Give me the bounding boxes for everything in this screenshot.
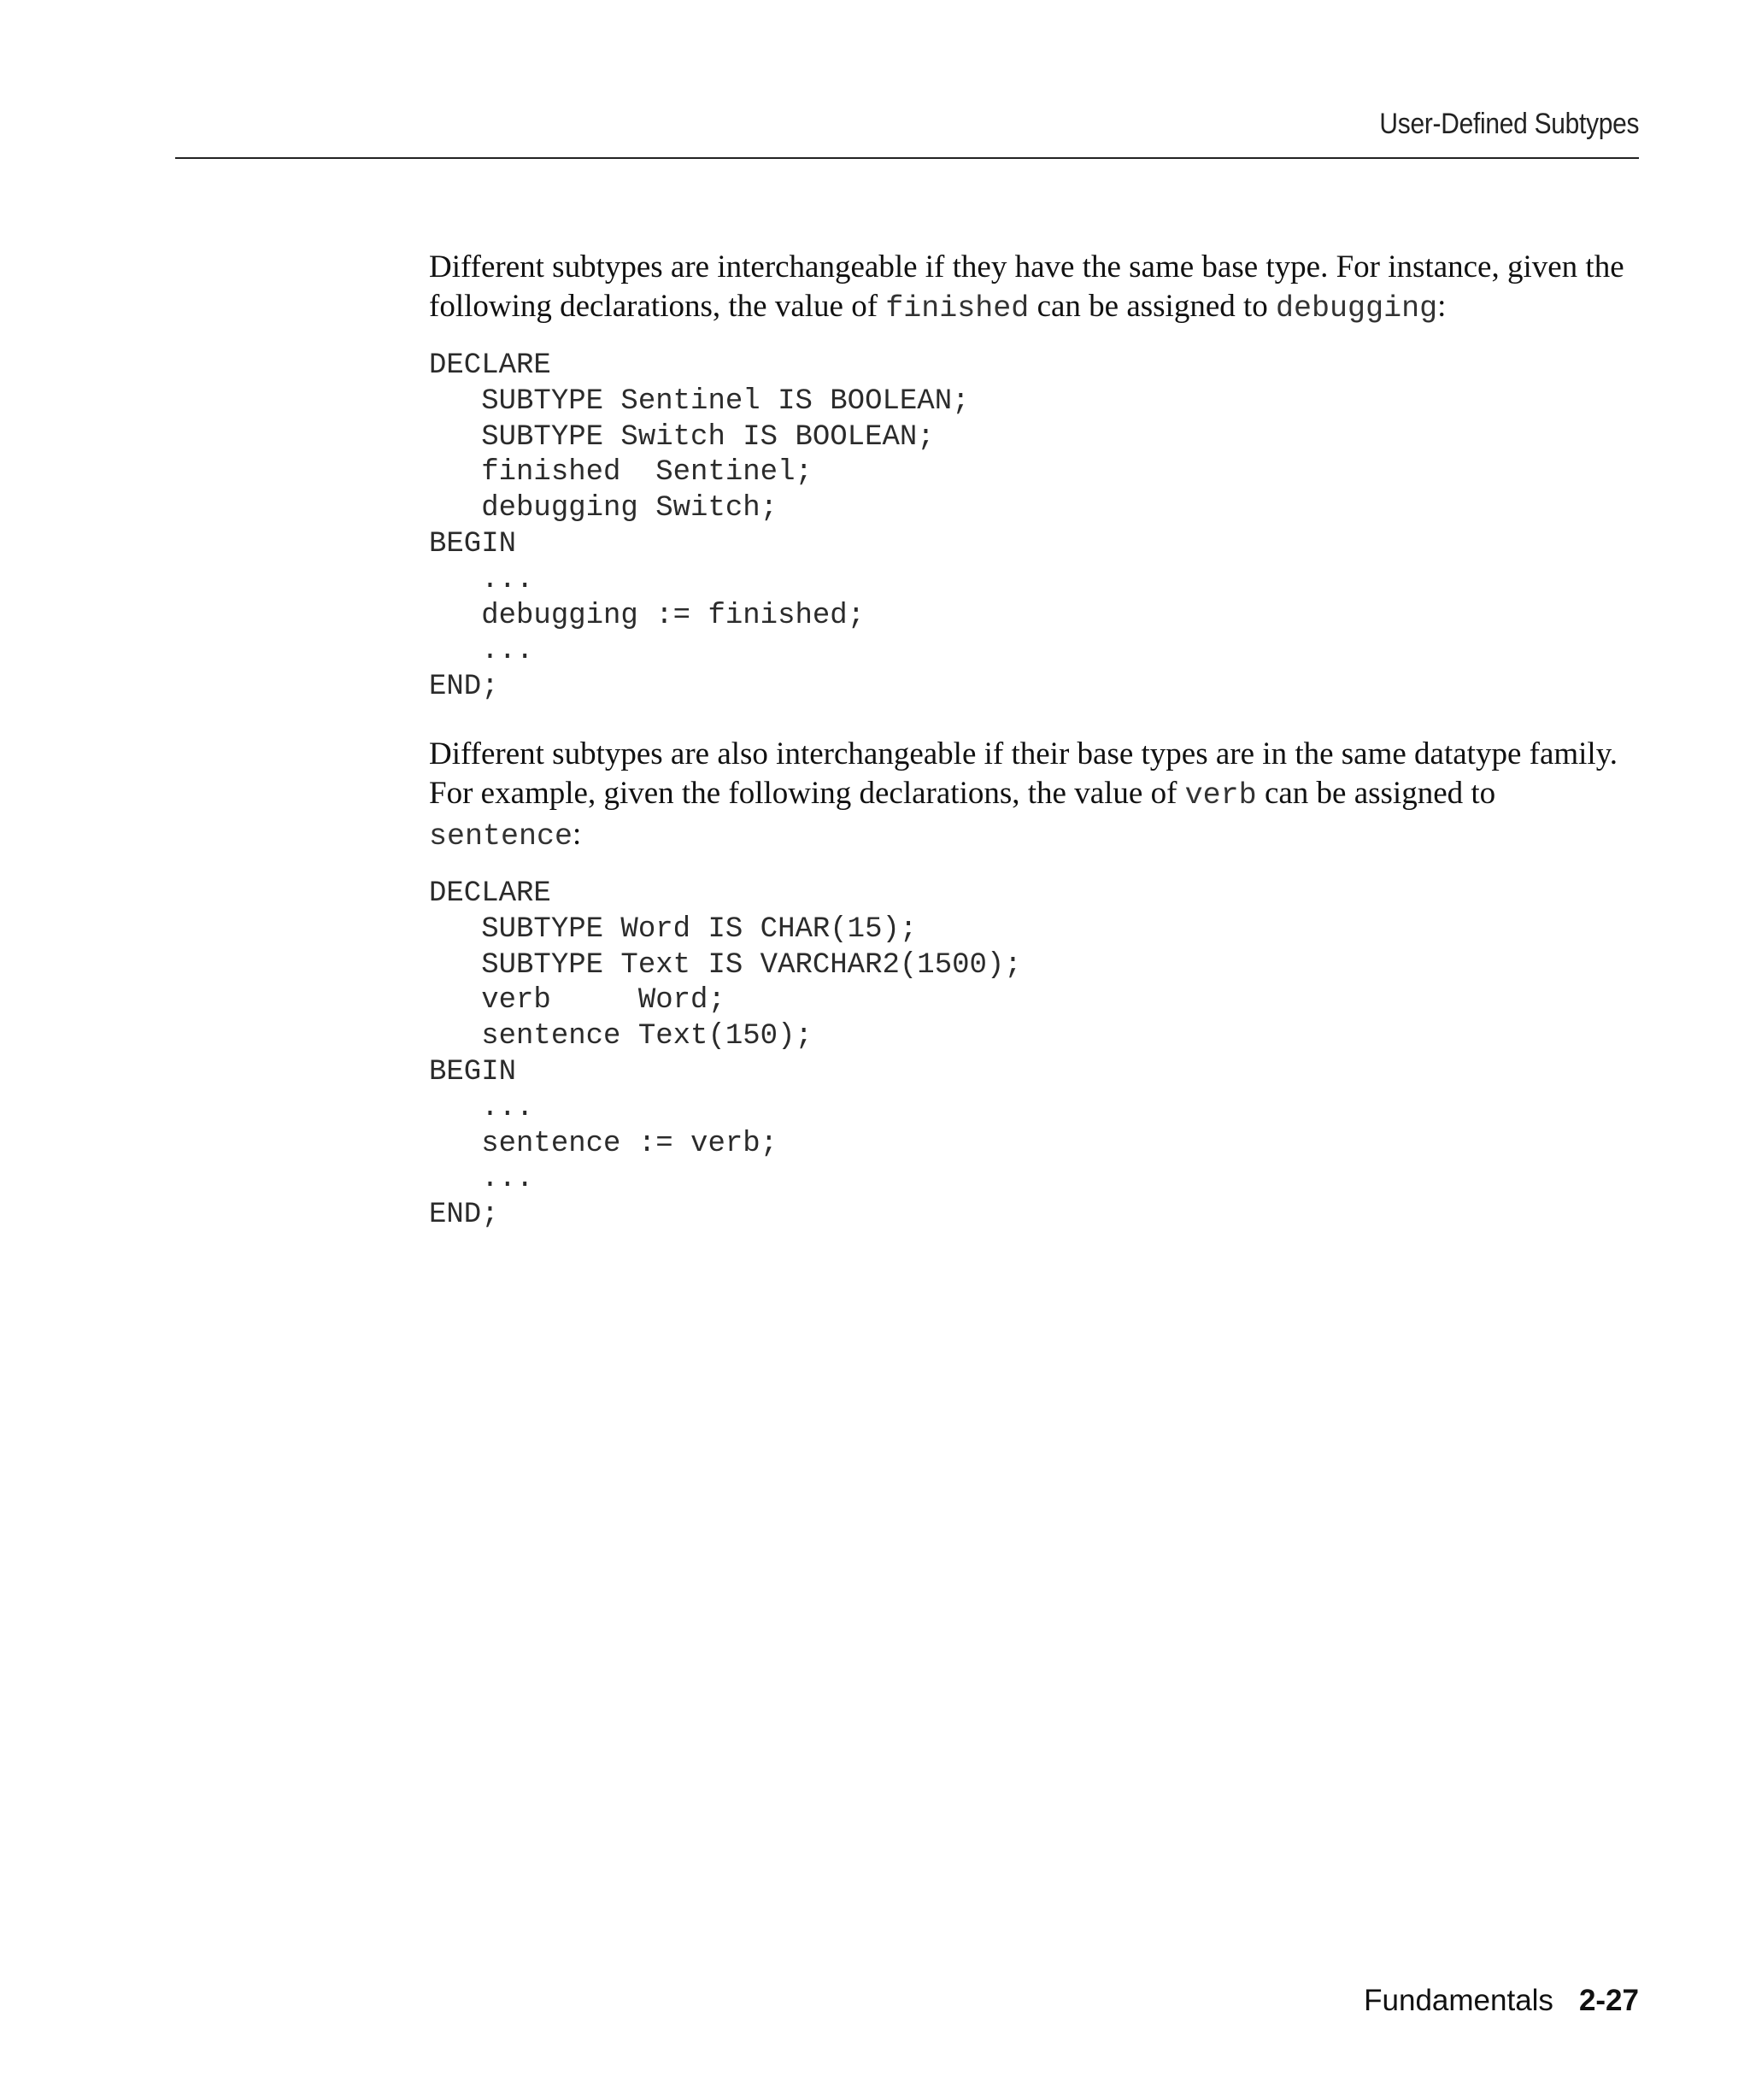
page-number: 2-27 xyxy=(1578,1984,1639,2017)
paragraph-text: : xyxy=(1437,289,1447,324)
paragraph-subtypes-same-base xyxy=(429,248,1642,328)
inline-code-verb: verb xyxy=(1184,777,1257,812)
paragraph-text: can be assigned to xyxy=(1029,289,1277,324)
page-header xyxy=(175,101,1639,159)
running-title: User-Defined Subtypes xyxy=(1379,108,1639,140)
paragraph-text: : xyxy=(573,816,582,852)
main-content xyxy=(429,248,1642,1234)
page-footer xyxy=(1364,1984,1639,2018)
paragraph-text: Different subtypes are interchangeable if they have the same base type. For instance, given the following declarations, the value of xyxy=(429,249,1624,324)
inline-code-sentence: sentence xyxy=(429,818,573,853)
code-example-character-subtypes: DECLARE SUBTYPE Word IS CHAR(15); SUBTYPE Text IS VARCHAR2(1500); verb Word; sentence Text(150); BEGIN ... sentence := verb; ... END; xyxy=(429,877,1022,1232)
code-example-boolean-subtypes: DECLARE SUBTYPE Sentinel IS BOOLEAN; SUBTYPE Switch IS BOOLEAN; finished Sentinel; debugging Switch; BEGIN ... debugging := finished; ... END; xyxy=(429,349,970,704)
inline-code-debugging: debugging xyxy=(1276,291,1438,326)
paragraph-text: can be assigned to xyxy=(1256,775,1496,811)
inline-code-finished: finished xyxy=(885,291,1030,326)
paragraph-subtypes-same-family xyxy=(429,735,1642,856)
footer-section-name: Fundamentals xyxy=(1364,1984,1553,2017)
paragraph-text: Different subtypes are also interchangeable if their base types are in the same datatype family. For example, given the following declarations, the value of xyxy=(429,736,1618,811)
